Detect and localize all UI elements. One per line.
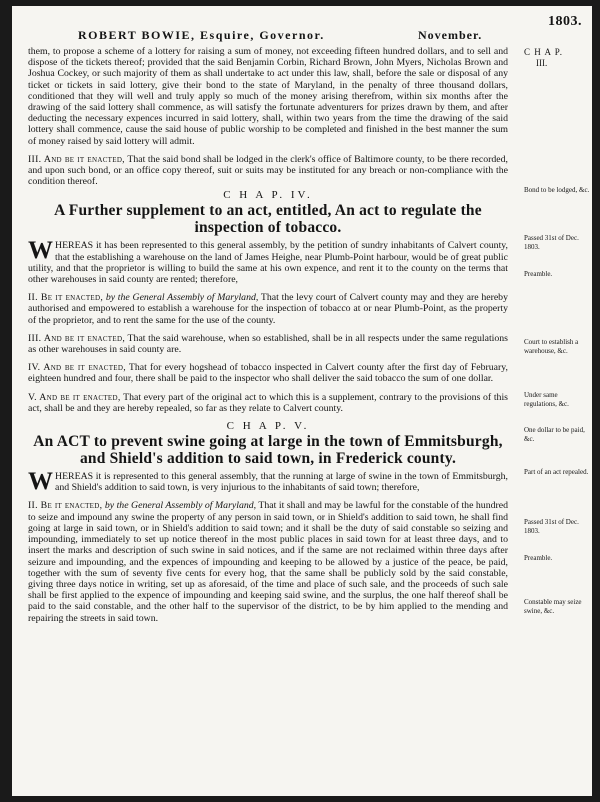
- margin-note: Passed 31st of Dec. 1803.: [524, 234, 579, 251]
- drop-cap: W: [28, 468, 53, 496]
- margin-note: Passed 31st of Dec. 1803.: [524, 518, 579, 535]
- paragraph-levy-court: II. Be it enacted, by the General Assembly of Maryland, That the levy court of Calvert county may and they are hereby authorised and empowered to establish a warehouse for the inspection of tobacco at or near Plumb-Point, as the property of the proprietor, and to rent the same for the use of the county.: [28, 292, 508, 326]
- drop-cap: W: [28, 237, 53, 265]
- paragraph-preamble-swine: WHEREAS it is represented to this general assembly, that the running at large of swine in the town of Emmitsburgh, and Shield's addition to said town, is very injurious to the inhabitants of said town; therefore,: [28, 468, 508, 496]
- margin-note: Constable may seize swine, &c.: [524, 598, 582, 615]
- margin-note: Part of an act repealed.: [524, 468, 589, 476]
- chapter-5-title: An ACT to prevent swine going at large in the town of Emmitsburgh, and Shield's addition to said town, in Frederick county.: [33, 433, 503, 468]
- running-header: [28, 14, 588, 48]
- header-year: 1803.: [548, 14, 582, 29]
- margin-note: Preamble.: [524, 270, 553, 278]
- paragraph-lottery: them, to propose a scheme of a lottery for raising a sum of money, not exceeding fifteen hundred dollars, and to sell and dispose of the tickets thereof; provided that the said Benjamin Corbin, Richard Brown, John Myers, Nicholas Brown and Joshua Cockey, or such majority of them as shall undertake to act under this law, shall, before the sale or disposal of any ticket or tickets in said lottery, give their bond to the state of Maryland, in the penalty of three thousand dollars, conditioned that they will well and truly apply so much of the money arising therefrom, within six months after the drawing of the said lottery shall commence, as will satisfy the fortunate adventurers for prizes drawn by them, and after deducting the necessary expences incurred in said lottery, shall, within two years from the time the drawing of the said lottery shall commence, cause the said house of public worship to be completed and finished in the best manner the sum of money raised by said lottery will admit.: [28, 46, 508, 147]
- paragraph-regulations: III. And be it enacted, That the said warehouse, when so established, shall be in all respects under the same regulations as other warehouses in said county are.: [28, 332, 508, 356]
- header-title: ROBERT BOWIE, Esquire, Governor.: [78, 28, 325, 42]
- paragraph-constable: II. Be it enacted, by the General Assembly of Maryland, That it shall and may be lawful for the constable of the hundred to seize and impound any swine the property of any person in said town, or in Shield's addition to said town, he shall find going at large in said town, or in Shield's addition to said town; and it shall be the duty of said constable so seizing and impounding, immediately to set up notice thereof in the most public places in said town for at least three days, and to insert the marks and description of such swine in said notices, and if the same are not reclaimed within three days after seizure and impounding, and the expences of impounding and keeping to be allowed by a justice of the peace, be paid, together with the sum of seventy five cents for every hog, that the same shall be publicly sold by the said constable, giving three days notice in writing, set up as aforesaid, of the time and place of such sale, and the proceeds of such sale shall be first applied to the expence of impounding and keeping said swine, and the surplus, the one half thereof shall be paid to the said constable, and the other half to the supervisor of the district, to be by him applied to the mending and repairing the streets in said town.: [28, 500, 508, 624]
- document-page: [12, 6, 592, 796]
- margin-note: C H A P.: [524, 47, 564, 57]
- main-text: [28, 46, 508, 624]
- chapter-4-title: A Further supplement to an act, entitled, An act to regulate the inspection of tobacco.: [54, 202, 482, 237]
- margin-note: Preamble.: [524, 554, 553, 562]
- margin-note: III.: [536, 58, 548, 68]
- margin-note: One dollar to be paid, &c.: [524, 426, 585, 443]
- header-month: November.: [418, 28, 483, 42]
- paragraph-preamble-tobacco: WHEREAS it has been represented to this general assembly, by the petition of sundry inhabitants of Calvert county, that the establishing a warehouse on the land of James Heighe, near Plumb-Point harbour, would be of great public utility, and that the proprietor is willing to build the same at his own expence, and rent it to the county on the terms that other warehouses in said county are rented; therefore,: [28, 237, 508, 286]
- margin-note: Court to establish a warehouse, &c.: [524, 338, 579, 355]
- paragraph-one-dollar: IV. And be it enacted, That for every hogshead of tobacco inspected in Calvert county after the first day of February, eighteen hundred and four, there shall be paid to the inspector who shall deliver the said tobacco the sum of one dollar.: [28, 362, 508, 385]
- enact-lead: III. And be it enacted,: [28, 153, 125, 165]
- paragraph-bond: III. And be it enacted, That the said bond shall be lodged in the clerk's office of Baltimore county, to be there recorded, and upon such bond, or an office copy thereof, suit or suits may be instituted for any breach or non-compliance with the condition thereof.: [28, 153, 508, 188]
- paragraph-repeal: V. And be it enacted, That every part of the original act to which this is a supplement, contrary to the provisions of this act, shall be and they are hereby repealed, so far as they relate to Calvert county.: [28, 391, 508, 414]
- margin-note: Under same regulations, &c.: [524, 391, 569, 408]
- chapter-4-heading: C H A P. IV.: [223, 189, 313, 202]
- margin-note: Bond to be lodged, &c.: [524, 186, 590, 194]
- chapter-5-heading: C H A P. V.: [226, 420, 310, 433]
